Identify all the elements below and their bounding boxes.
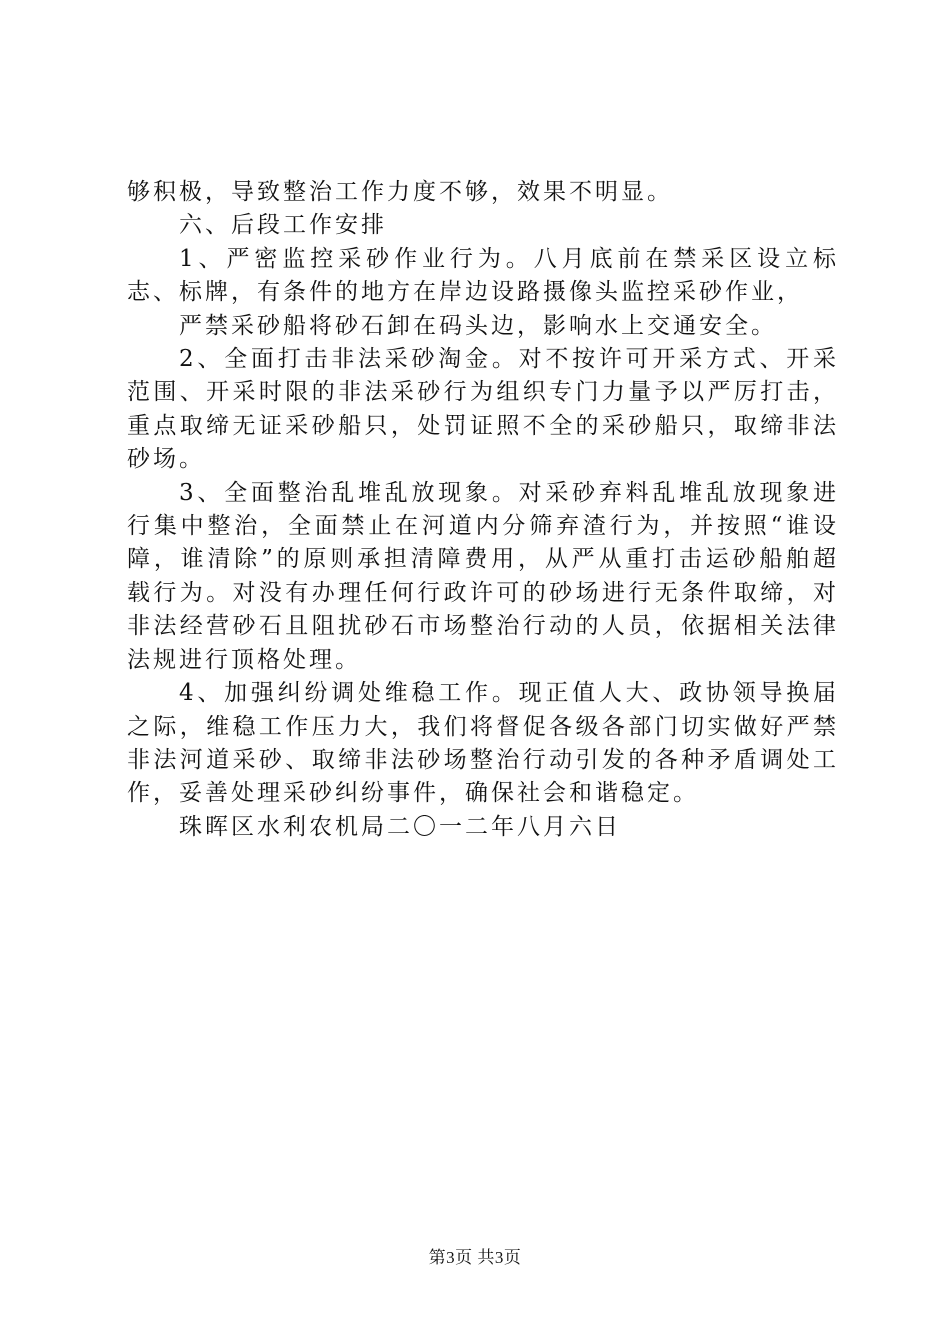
signature-date-line: 珠晖区水利农机局二〇一二年八月六日 bbox=[179, 813, 621, 840]
paragraph-item-4: 4、加强纠纷调处维稳工作。现正值人大、政协领导换届之际，维稳工作压力大，我们将督促各级各部门切实做好严禁非法河道采砂、取缔非法砂场整治行动引发的各种矛盾调处工作，妥善处理采砂纠纷事件，确保社会和谐稳定。 bbox=[127, 680, 839, 807]
page-number-footer: 第3页 共3页 bbox=[428, 1248, 522, 1267]
paragraph-item-2: 2、全面打击非法采砂淘金。对不按许可开采方式、开采范围、开采时限的非法采砂行为组织专门力量予以严厉打击，重点取缔无证采砂船只，处罚证照不全的采砂船只，取缔非法砂场。 bbox=[127, 346, 839, 473]
paragraph-item-1: 1、严密监控采砂作业行为。八月底前在禁采区设立标志、标牌，有条件的地方在岸边设路摄像头监控采砂作业， bbox=[127, 245, 839, 306]
paragraph-item-1-continued: 严禁采砂船将砂石卸在码头边，影响水上交通安全。 bbox=[179, 312, 777, 339]
section-heading: 六、后段工作安排 bbox=[179, 212, 387, 239]
paragraph-item-3: 3、全面整治乱堆乱放现象。对采砂弃料乱堆乱放现象进行集中整治，全面禁止在河道内分筛弃渣行为，并按照“谁设障，谁清除”的原则承担清障费用，从严从重打击运砂船舶超载行为。对没有办理任何行政许可的砂场进行无条件取缔，对非法经营砂石且阻扰砂石市场整治行动的人员，依据相关法律法规进行顶格处理。 bbox=[127, 479, 839, 673]
document-body bbox=[127, 176, 839, 844]
paragraph-continuation: 够积极，导致整治工作力度不够，效果不明显。 bbox=[127, 179, 673, 205]
